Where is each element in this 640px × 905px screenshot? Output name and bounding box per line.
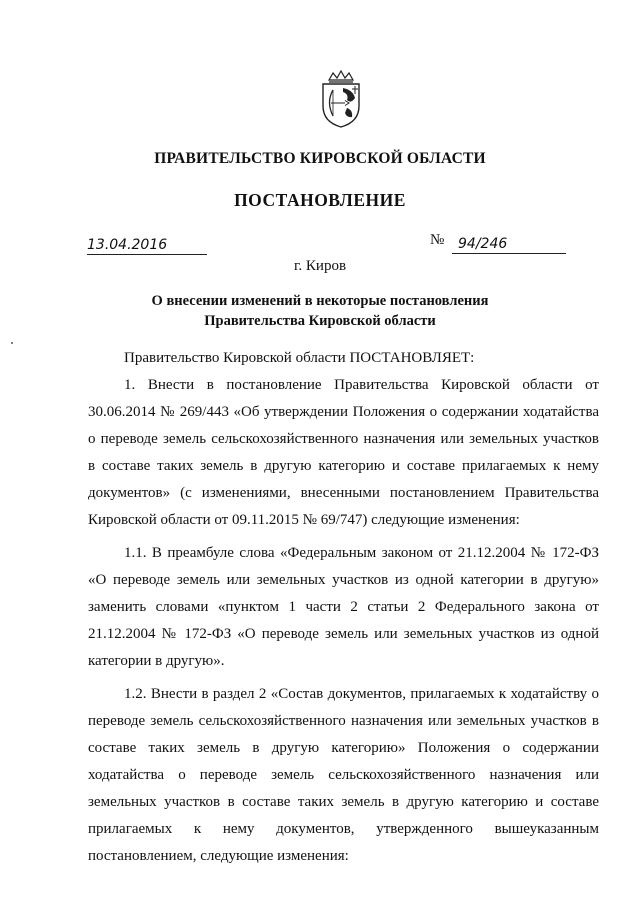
document-date: 13.04.2016 [87, 236, 207, 255]
paragraph-1: 1. Внести в постановление Правительства Кировской области от 30.06.2014 № 269/443 «Об утверждении Положения о содержании ходатайства о переводе земель сельскохозяйственного назначения или земельных участков в составе таких земель в другую категорию и составе прилагаемых к нему документов» (с изменениями, внесенными постановлением Правительства Кировской области от 09.11.2015 № 69/747) следующие изменения: [88, 377, 599, 528]
number-sign: № [430, 232, 445, 248]
document-body [88, 345, 599, 870]
document-subject [0, 291, 640, 331]
subject-line-1: О внесении изменений в некоторые постановления [151, 293, 489, 309]
subject-line-2: Правительства Кировской области [204, 313, 436, 329]
paragraph-1-1: 1.1. В преамбуле слова «Федеральным законом от 21.12.2004 № 172-ФЗ «О переводе земель или земельных участков из одной категории в другую» заменить словами «пунктом 1 части 2 статьи 2 Федерального закона от 21.12.2004 № 172-ФЗ «О переводе земель или земельных участков из одной категории в другую». [88, 545, 599, 669]
kirov-coat-of-arms-icon [319, 70, 363, 128]
document-type-title: ПОСТАНОВЛЕНИЕ [234, 190, 406, 210]
decree-line: Правительство Кировской области ПОСТАНОВЛЯЕТ: [124, 350, 475, 366]
organization-title: ПРАВИТЕЛЬСТВО КИРОВСКОЙ ОБЛАСТИ [154, 150, 486, 167]
city-line: г. Киров [293, 258, 347, 274]
paragraph-1-2: 1.2. Внести в раздел 2 «Состав документов, прилагаемых к ходатайству о переводе земель сельскохозяйственного назначения или земельных участков в составе таких земель в другую категорию» Положения о содержании ходатайства о переводе земель сельскохозяйственного назначения или земельных участков в составе таких земель в другую категорию и составе прилагаемых к нему документов, утвержденного вышеуказанным постановлением, следующие изменения: [88, 686, 599, 864]
scan-speck [11, 342, 13, 344]
document-number: 94/246 [452, 235, 566, 254]
